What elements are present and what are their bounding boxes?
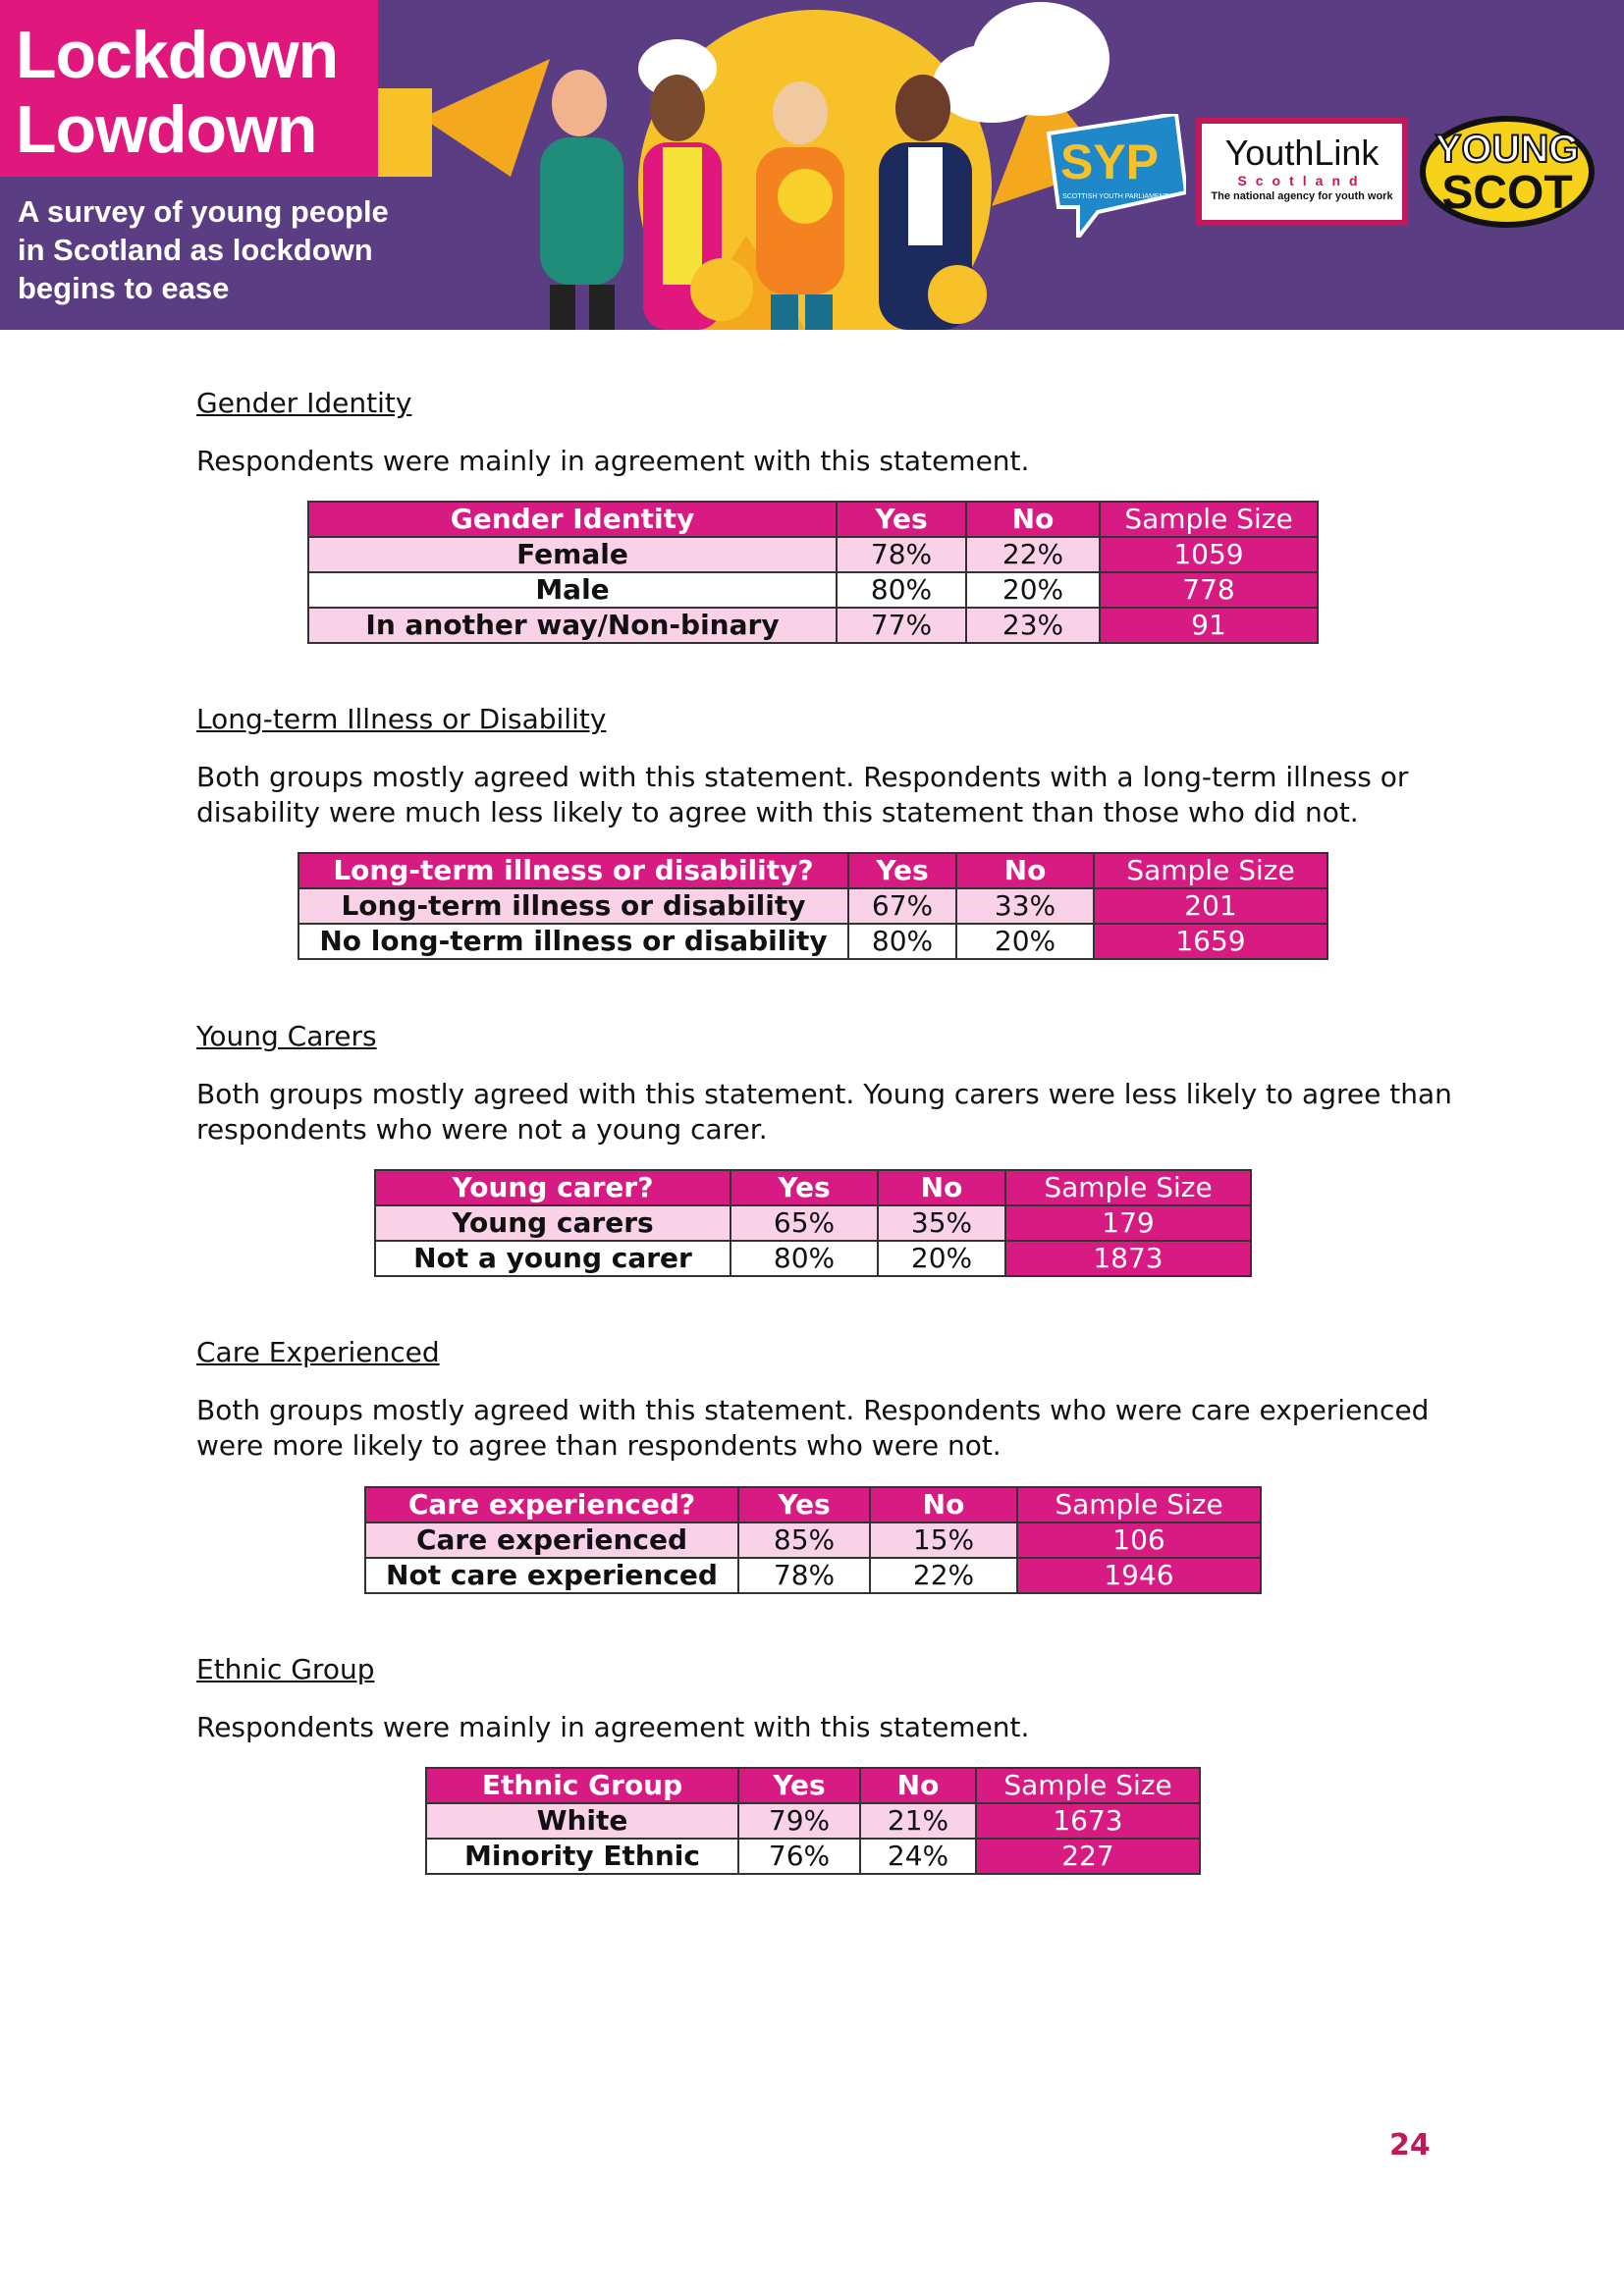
no-cell: 20% [878,1241,1005,1276]
no-cell: 20% [956,924,1094,959]
table-header-cell: Ethnic Group [426,1768,738,1803]
header-banner [0,0,1624,330]
subtitle-line-1: A survey of young people [18,194,389,229]
syp-logo-text: SYP [1059,134,1160,189]
row-label: Young carers [375,1205,731,1241]
sample-size-cell: 227 [976,1839,1200,1874]
section-heading-young-carers: Young Carers [196,1020,377,1052]
sample-size-cell: 1059 [1100,537,1318,572]
subtitle-line-3: begins to ease [18,271,230,305]
no-cell: 22% [870,1558,1017,1593]
table-row [365,1558,1261,1593]
table-header-cell: No [966,502,1100,537]
row-label: Male [308,572,837,608]
table-header-row [298,853,1327,888]
table-header-row [375,1170,1251,1205]
no-cell: 15% [870,1522,1017,1558]
section-text-long-term-illness: Both groups mostly agreed with this statement. Respondents with a long-term illness or disability were much less likely to agree with this statement than those who did not. [196,761,1409,828]
row-label: In another way/Non-binary [308,608,837,643]
table-header-row [308,502,1318,537]
sample-size-cell: 1946 [1017,1558,1261,1593]
table-row [308,572,1318,608]
table-row [375,1241,1251,1276]
table-row [298,888,1327,924]
table-header-cell: Sample Size [1100,502,1318,537]
yes-cell: 78% [837,537,966,572]
sample-size-cell: 201 [1094,888,1327,924]
table-young-carers [374,1169,1252,1277]
table-row [308,537,1318,572]
section-text-care-experienced: Both groups mostly agreed with this statement. Respondents who were care experienced were more likely to agree than respondents who were not. [196,1394,1430,1462]
no-cell: 35% [878,1205,1005,1241]
youthlink-logo [1196,118,1408,226]
yes-cell: 85% [738,1522,870,1558]
youngscot-logo [1420,116,1595,228]
row-label: Care experienced [365,1522,738,1558]
table-row [375,1205,1251,1241]
table-header-cell: Yes [837,502,966,537]
no-cell: 22% [966,537,1100,572]
yes-cell: 80% [848,924,956,959]
sample-size-cell: 1873 [1005,1241,1251,1276]
no-cell: 23% [966,608,1100,643]
table-header-cell: Sample Size [976,1768,1200,1803]
yes-cell: 80% [731,1241,878,1276]
title-block [0,0,378,177]
table-header-cell: No [956,853,1094,888]
row-label: Minority Ethnic [426,1839,738,1874]
table-header-cell: Yes [848,853,956,888]
sample-size-cell: 778 [1100,572,1318,608]
title-line-2: Lowdown [16,92,317,167]
table-header-cell: Sample Size [1005,1170,1251,1205]
youthlink-logo-sub: Scotland [1237,173,1367,188]
table-header-cell: No [878,1170,1005,1205]
table-header-cell: Care experienced? [365,1487,738,1522]
table-row [365,1522,1261,1558]
section-heading-long-term-illness: Long-term Illness or Disability [196,703,607,735]
section-text-gender-identity: Respondents were mainly in agreement with this statement. [196,445,1030,477]
table-row [298,924,1327,959]
no-cell: 24% [860,1839,976,1874]
row-label: Not a young carer [375,1241,731,1276]
table-header-cell: No [870,1487,1017,1522]
table-header-row [365,1487,1261,1522]
no-cell: 33% [956,888,1094,924]
row-label: White [426,1803,738,1839]
section-heading-ethnic-group: Ethnic Group [196,1653,375,1685]
table-header-cell: No [860,1768,976,1803]
yes-cell: 78% [738,1558,870,1593]
youthlink-logo-tagline: The national agency for youth work [1211,190,1393,202]
table-header-cell: Yes [738,1487,870,1522]
yes-cell: 76% [738,1839,860,1874]
table-header-cell: Yes [731,1170,878,1205]
sample-size-cell: 106 [1017,1522,1261,1558]
yes-cell: 65% [731,1205,878,1241]
table-header-row [426,1768,1200,1803]
table-gender-identity [307,501,1319,644]
yes-cell: 77% [837,608,966,643]
title-line-1: Lockdown [16,18,339,92]
youngscot-logo-line-1: YOUNG [1435,128,1580,171]
syp-logo-subtext: SCOTTISH YOUTH PARLIAMENT [1062,193,1168,200]
youthlink-logo-main: YouthLink [1224,133,1380,173]
section-text-ethnic-group: Respondents were mainly in agreement with this statement. [196,1711,1030,1743]
table-header-cell: Long-term illness or disability? [298,853,848,888]
section-heading-gender-identity: Gender Identity [196,387,412,419]
table-row [426,1839,1200,1874]
row-label: No long-term illness or disability [298,924,848,959]
no-cell: 21% [860,1803,976,1839]
sample-size-cell: 1659 [1094,924,1327,959]
yes-cell: 79% [738,1803,860,1839]
table-header-cell: Sample Size [1017,1487,1261,1522]
row-label: Long-term illness or disability [298,888,848,924]
no-cell: 20% [966,572,1100,608]
table-long-term-illness [298,852,1328,960]
page-number: 24 [1389,2128,1431,2163]
youngscot-logo-line-2: SCOT [1441,167,1573,219]
table-care-experienced [364,1486,1262,1594]
table-ethnic-group [425,1767,1201,1875]
yes-cell: 67% [848,888,956,924]
table-row [308,608,1318,643]
yes-cell: 80% [837,572,966,608]
sample-size-cell: 179 [1005,1205,1251,1241]
row-label: Female [308,537,837,572]
table-header-cell: Sample Size [1094,853,1327,888]
row-label: Not care experienced [365,1558,738,1593]
syp-logo [1039,114,1186,238]
table-row [426,1803,1200,1839]
table-header-cell: Yes [738,1768,860,1803]
subtitle-line-2: in Scotland as lockdown [18,233,373,267]
sample-size-cell: 1673 [976,1803,1200,1839]
table-header-cell: Young carer? [375,1170,731,1205]
section-text-young-carers: Both groups mostly agreed with this statement. Young carers were less likely to agree than respondents who were not a young carer. [196,1078,1452,1146]
sample-size-cell: 91 [1100,608,1318,643]
section-heading-care-experienced: Care Experienced [196,1336,440,1368]
table-header-cell: Gender Identity [308,502,837,537]
